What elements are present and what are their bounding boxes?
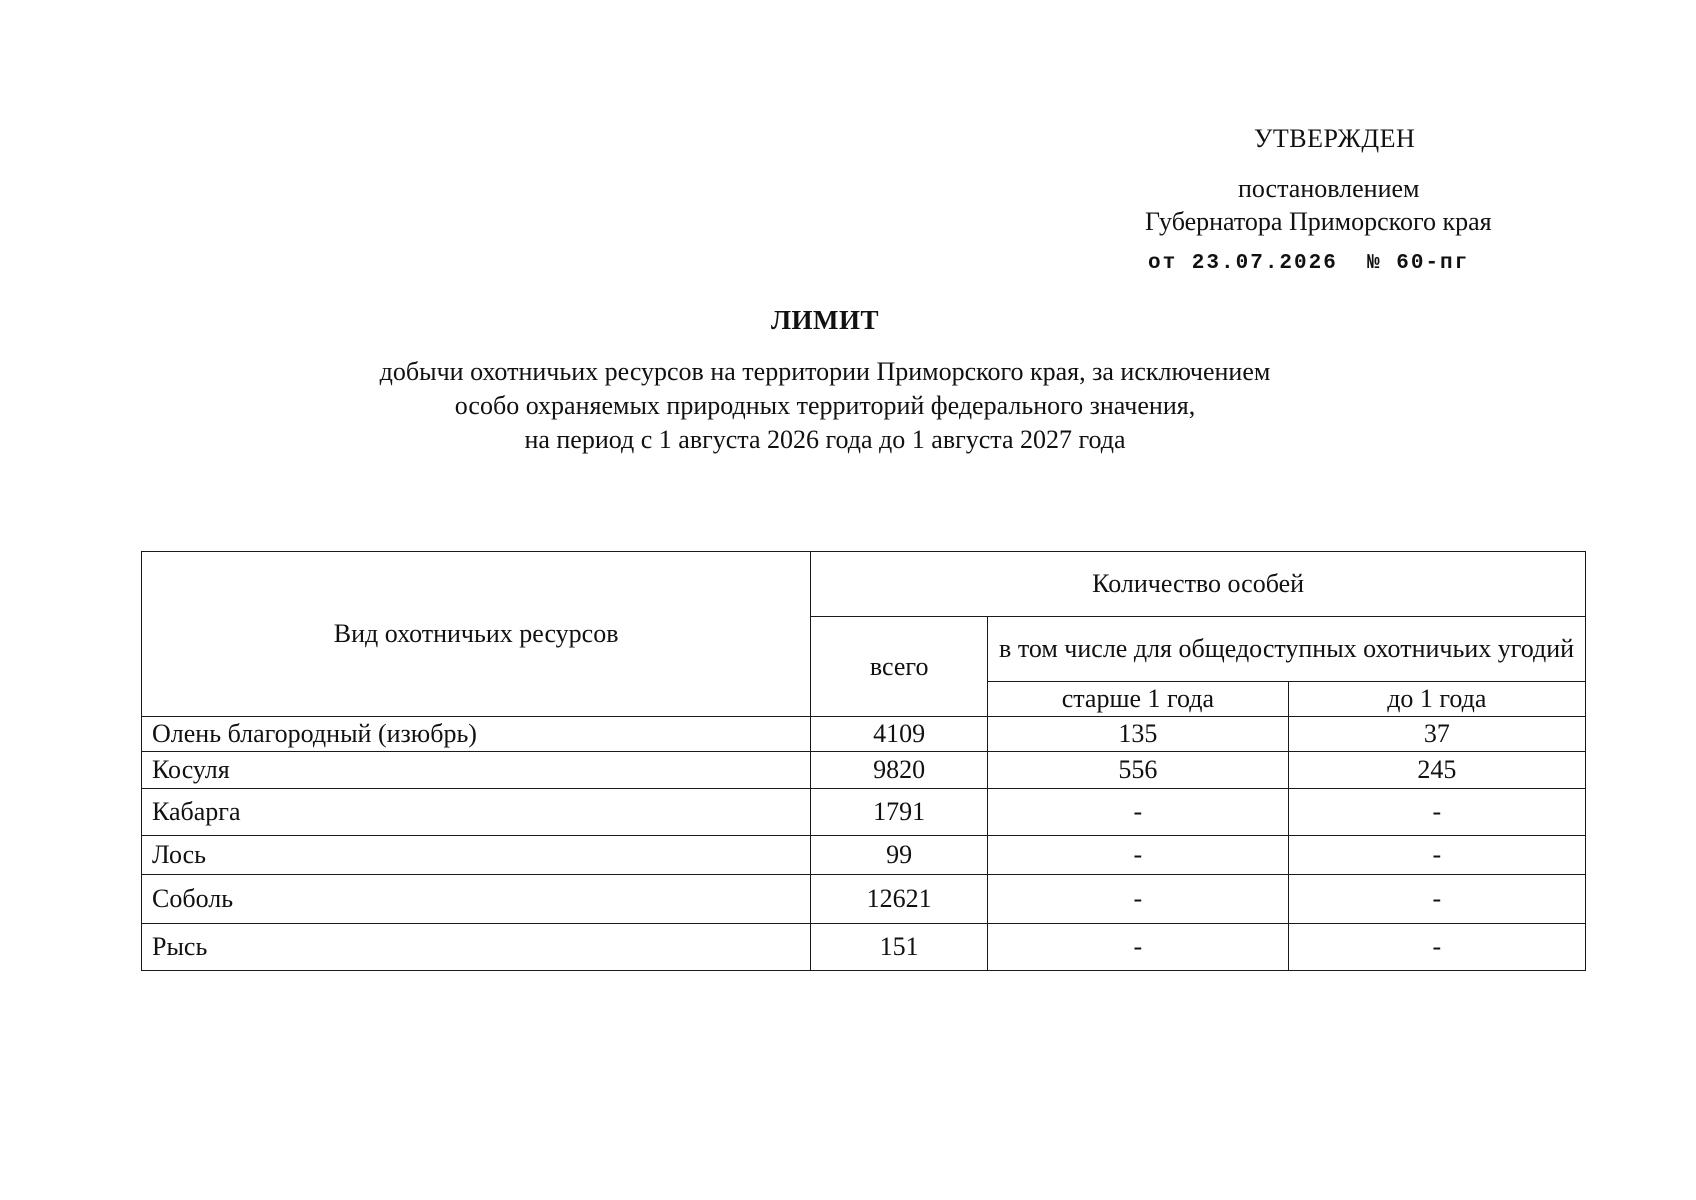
total-cell: 4109	[811, 717, 988, 752]
older-cell: -	[988, 875, 1289, 924]
younger-cell: -	[1288, 836, 1585, 875]
younger-cell: 37	[1288, 717, 1585, 752]
younger-cell: -	[1288, 789, 1585, 836]
table-row	[142, 789, 1586, 836]
species-cell: Кабарга	[142, 789, 811, 836]
total-cell: 1791	[811, 789, 988, 836]
header-younger: до 1 года	[1288, 682, 1585, 717]
older-cell: -	[988, 924, 1289, 971]
limits-table	[141, 551, 1586, 971]
total-cell: 99	[811, 836, 988, 875]
species-cell: Лось	[142, 836, 811, 875]
older-cell: -	[988, 789, 1289, 836]
total-cell: 12621	[811, 875, 988, 924]
header-including: в том числе для общедоступных охотничьих угодий	[988, 617, 1586, 682]
subtitle-line: особо охраняемых природных территорий федерального значения,	[454, 391, 1196, 420]
younger-cell: 245	[1288, 752, 1585, 789]
younger-cell: -	[1288, 875, 1585, 924]
table-row	[142, 924, 1586, 971]
species-cell: Косуля	[142, 752, 811, 789]
document-subtitle	[0, 355, 1650, 457]
table-row	[142, 752, 1586, 789]
older-cell: 556	[988, 752, 1289, 789]
table-row	[142, 717, 1586, 752]
header-total: всего	[811, 617, 988, 717]
header-species: Вид охотничьих ресурсов	[142, 552, 811, 717]
approval-date-number: от 23.07.2026 № 60-пг	[1148, 252, 1470, 275]
table-row	[142, 875, 1586, 924]
species-cell: Соболь	[142, 875, 811, 924]
species-cell: Олень благородный (изюбрь)	[142, 717, 811, 752]
total-cell: 151	[811, 924, 988, 971]
approval-line-governor: Губернатора Приморского края	[1145, 207, 1492, 236]
table-row	[142, 836, 1586, 875]
approved-heading: УТВЕРЖДЕН	[1254, 124, 1416, 153]
older-cell: -	[988, 836, 1289, 875]
approval-line-resolution: постановлением	[1238, 174, 1420, 203]
header-older: старше 1 года	[988, 682, 1289, 717]
header-quantity: Количество особей	[811, 552, 1586, 617]
older-cell: 135	[988, 717, 1289, 752]
document-title: ЛИМИТ	[770, 305, 880, 335]
subtitle-line: добычи охотничьих ресурсов на территории Приморского края, за исключением	[379, 357, 1271, 386]
younger-cell: -	[1288, 924, 1585, 971]
subtitle-line: на период с 1 августа 2026 года до 1 августа 2027 года	[524, 425, 1126, 454]
total-cell: 9820	[811, 752, 988, 789]
species-cell: Рысь	[142, 924, 811, 971]
